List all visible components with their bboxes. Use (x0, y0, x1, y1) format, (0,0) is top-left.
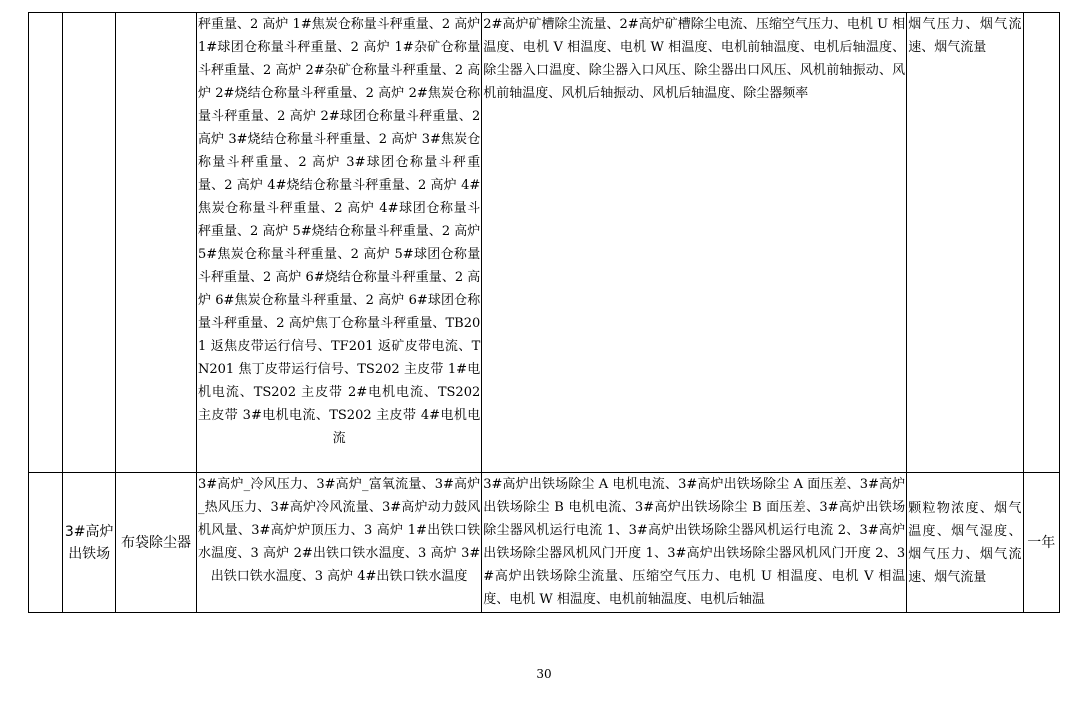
table-cell-period (1023, 13, 1059, 473)
table-cell-emission-params: 烟气压力、烟气流速、烟气流量 (907, 13, 1023, 473)
table-row (29, 13, 1060, 473)
table-cell-equipment-params: 2#高炉矿槽除尘流量、2#高炉矿槽除尘电流、压缩空气压力、电机 U 相温度、电机 V 相温度、电机 W 相温度、电机前轴温度、电机后轴温度、除尘器入口温度、除尘器入口风压、除尘器出口风压、风机前轴振动、风机前轴温度、风机后轴振动、风机后轴温度、除尘器频率 (482, 13, 907, 473)
table-cell-index (29, 13, 63, 473)
table-cell-process-params: 3#高炉_冷风压力、3#高炉_富氧流量、3#高炉_热风压力、3#高炉冷风流量、3#高炉动力鼓风机风量、3#高炉炉顶压力、3 高炉 1#出铁口铁水温度、3 高炉 2#出铁口铁水温度、3 高炉 3#出铁口铁水温度、3 高炉 4#出铁口铁水温度 (196, 473, 481, 613)
table-cell-equipment: 布袋除尘器 (116, 473, 197, 613)
table-cell-index (29, 473, 63, 613)
page-number: 30 (536, 667, 552, 681)
table-cell-process-params: 秤重量、2 高炉 1#焦炭仓称量斗秤重量、2 高炉 1#球团仓称量斗秤重量、2 高炉 1#杂矿仓称量斗秤重量、2 高炉 2#杂矿仓称量斗秤重量、2 高炉 2#烧结仓称量斗秤重量、2 高炉 2#焦炭仓称量斗秤重量、2 高炉 2#球团仓称量斗秤重量、2 高炉 3#烧结仓称量斗秤重量、2 高炉 3#焦炭仓称量斗秤重量、2 高炉 3#球团仓称量斗秤重量、2 高炉 4#烧结仓称量斗秤重量、2 高炉 4#焦炭仓称量斗秤重量、2 高炉 4#球团仓称量斗秤重量、2 高炉 5#烧结仓称量斗秤重量、2 高炉 5#焦炭仓称量斗秤重量、2 高炉 5#球团仓称量斗秤重量、2 高炉 6#烧结仓称量斗秤重量、2 高炉 6#焦炭仓称量斗秤重量、2 高炉 6#球团仓称量斗秤重量、2 高炉焦丁仓称量斗秤重量、TB201 返焦皮带运行信号、TF201 返矿皮带电流、TN201 焦丁皮带运行信号、TS202 主皮带 1#电机电流、TS202 主皮带 2#电机电流、TS202 主皮带 3#电机电流、TS202 主皮带 4#电机电流 (196, 13, 481, 473)
table-cell-equipment (116, 13, 197, 473)
table-cell-period: 一年 (1023, 473, 1059, 613)
table-cell-location (63, 13, 116, 473)
table-cell-equipment-params: 3#高炉出铁场除尘 A 电机电流、3#高炉出铁场除尘 A 面压差、3#高炉出铁场除尘 B 电机电流、3#高炉出铁场除尘 B 面压差、3#高炉出铁场除尘器风机运行电流 1、3#高炉出铁场除尘器风机运行电流 2、3#高炉出铁场除尘器风机风门开度 1、3#高炉出铁场除尘器风机风门开度 2、3#高炉出铁场除尘流量、压缩空气压力、电机 U 相温度、电机 V 相温度、电机 W 相温度、电机前轴温度、电机后轴温 (482, 473, 907, 613)
table-cell-emission-params: 颗粒物浓度、烟气温度、烟气湿度、烟气压力、烟气流速、烟气流量 (907, 473, 1023, 613)
table-row (29, 473, 1060, 613)
table-cell-location: 3#高炉出铁场 (63, 473, 116, 613)
monitoring-parameters-table (28, 12, 1060, 613)
